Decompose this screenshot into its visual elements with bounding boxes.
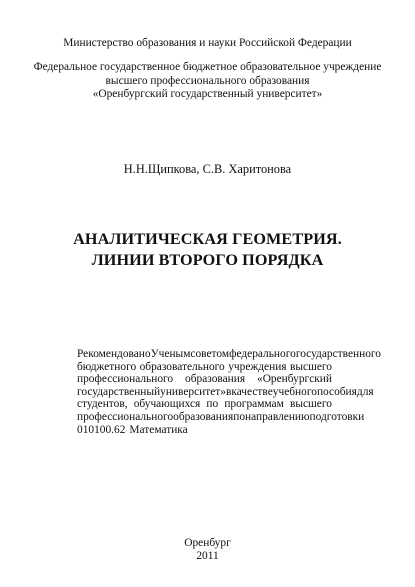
recommendation-word: образовательного — [139, 360, 225, 373]
recommendation-word: в — [225, 385, 232, 398]
recommendation-word: направлению — [245, 410, 310, 423]
publication-info — [0, 537, 415, 563]
recommendation-word: Математика — [129, 423, 188, 436]
recommendation-word: качестве — [231, 385, 273, 398]
recommendation-word: образования — [185, 373, 246, 386]
recommendation-line — [77, 361, 332, 374]
recommendation-line — [77, 410, 365, 424]
recommendation-word: профессионального — [77, 373, 174, 386]
recommendation-line — [77, 424, 332, 437]
recommendation-word: программам — [224, 398, 284, 411]
recommendation-word: высшего — [290, 360, 332, 373]
ministry-name: Министерство образования и науки Российской Федерации — [63, 37, 352, 49]
recommendation-word: пособия — [316, 385, 357, 398]
recommendation-word: «Оренбургский — [257, 373, 332, 386]
title-line: АНАЛИТИЧЕСКАЯ ГЕОМЕТРИЯ. — [73, 230, 342, 248]
recommendation-word: советом — [190, 348, 230, 360]
publication-city: Оренбург — [184, 537, 231, 549]
recommendation-word: Рекомендовано — [77, 348, 151, 360]
recommendation-word: обучающихся — [133, 398, 201, 411]
recommendation-line — [77, 373, 332, 386]
recommendation-word: по — [233, 410, 246, 423]
institution-block — [0, 61, 415, 102]
institution-line: «Оренбургский государственный университет» — [92, 88, 323, 100]
recommendation-word: студентов, — [77, 398, 128, 411]
recommendation-word: 010100.62 — [77, 423, 126, 436]
authors: Н.Н.Щипкова, С.В. Харитонова — [123, 162, 292, 176]
recommendation-text — [77, 348, 381, 436]
recommendation-word: образования — [173, 410, 234, 423]
recommendation-word: для — [356, 385, 374, 398]
recommendation-word: Ученым — [150, 348, 191, 360]
recommendation-word: учебного — [272, 385, 317, 398]
publication-year: 2011 — [196, 550, 219, 562]
recommendation-word: государственного — [295, 348, 381, 360]
recommendation-word: подготовки — [309, 410, 365, 423]
recommendation-word: бюджетного — [77, 360, 137, 373]
document-title — [0, 229, 415, 271]
recommendation-word: по — [206, 398, 219, 411]
institution-line: высшего профессионального образования — [105, 74, 310, 87]
institution-line: Федеральное государственное бюджетное образовательное учреждение — [33, 61, 382, 73]
recommendation-word: учреждения — [228, 360, 287, 373]
recommendation-word: профессионального — [77, 410, 174, 423]
recommendation-line — [77, 398, 332, 411]
recommendation-word: высшего — [289, 398, 332, 411]
recommendation-line — [77, 385, 374, 399]
recommendation-word: федерального — [229, 348, 296, 360]
title-line: ЛИНИИ ВТОРОГО ПОРЯДКА — [91, 251, 324, 269]
recommendation-word: государственный — [77, 385, 161, 398]
recommendation-line — [77, 348, 381, 361]
recommendation-word: университет» — [160, 385, 226, 398]
